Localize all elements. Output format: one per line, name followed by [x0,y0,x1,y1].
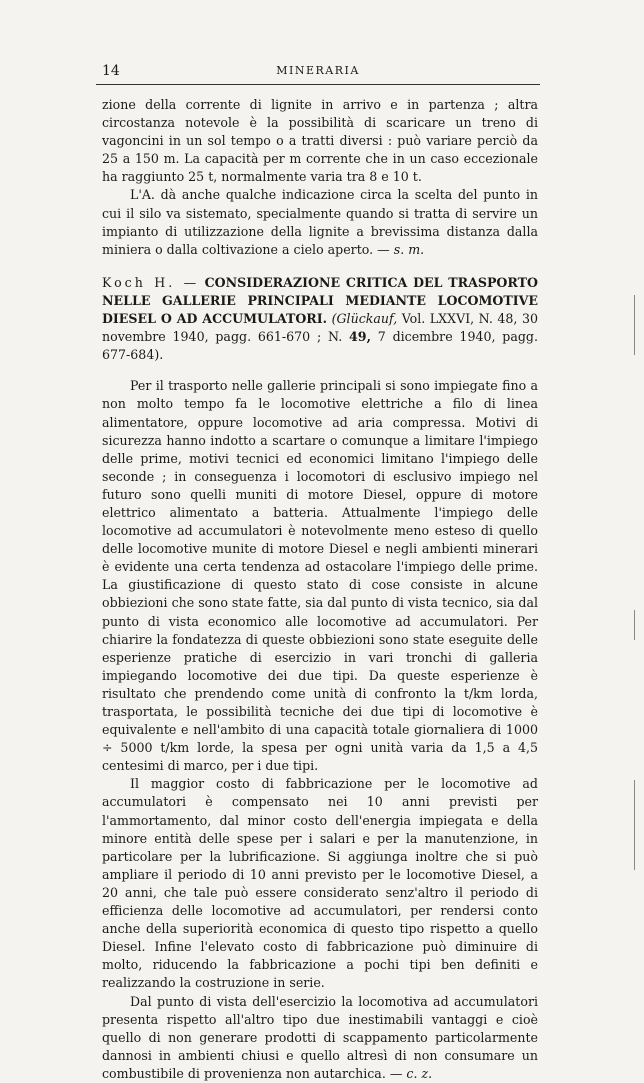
bibliographic-entry [102,274,538,364]
reviewer-signature: c. z. [406,1065,433,1081]
citation-part: 7 dicembre 1940, pagg. 677-684). [102,329,538,363]
scan-edge-mark [634,295,635,355]
paragraph: Dal punto di vista dell'esercizio la locomotiva ad accumulatori presenta rispetto all'altro tipo due inestimabili vantaggi e cioè quello di non generare prodotti di scappamento particolarmente dannosi in ambienti chiusi e quello altresì di non consumare un combustibile di provenienza non autarchica. — c. z. [102,993,538,1081]
running-title: MINERARIA [276,64,360,77]
journal-name: (Glückauf, [331,311,398,327]
page-number: 14 [102,63,120,79]
paragraph: Per il trasporto nelle gallerie principali si sono impiegate fino a non molto tempo fa le locomotive elettriche a filo di linea alimentatore, oppure locomotive ad aria compressa. Motivi di sicurezza hanno indotto a scartare o comunque a limitare l'impiego delle prime, motivi tecnici ed economici limitano l'impiego delle seconde ; in conseguenza i locomotori di esclusivo impiego nel futuro sono quelli muniti di motore Diesel, oppure di motore elettrico alimentato a batteria. Attualmente l'impiego delle locomotive ad accumulatori è notevolmente meno esteso di quello delle locomotive munite di motore Diesel e negli ambienti minerari è evidente una certa tendenza ad ostacolare l'impiego delle prime. La giustificazione di questo stato di cose consiste in alcune obbiezioni che sono state fatte, sia dal punto di vista tecnico, sia dal punto di vista economico alle locomotive ad accumulatori. Per chiarire la fondatezza di queste obbiezioni sono state eseguite delle esperienze pratiche di esercizio in vari tronchi di galleria impiegando locomotive dei due tipi. Da queste esperienze è risultato che prendendo come unità di confronto la t/km lorda, trasportata, le possibilità tecniche dei due tipi di locomotive è equivalente e nell'ambito di una capacità totale giornaliera di 1000 ÷ 5000 t/km lorde, la spesa per ogni unità varia da 1,5 a 4,5 centesimi di marco, per i due tipi. [102,378,538,774]
page-header [96,60,540,85]
citation-part: Vol. LXXVI, N. 48, 30 novembre 1940, pagg. 661-670 ; N. [102,311,538,345]
entry-author: Koch H. — [102,274,200,290]
issue-number: 49, [349,329,371,345]
paragraph: L'A. dà anche qualche indicazione circa la scelta del punto in cui il silo va sistemato, specialmente quando si tratta di servire un impianto di utilizzazione della lignite a brevissima distanza dalla miniera o dalla coltivazione a cielo aperto. — s. m. [102,187,538,257]
entry-title: CONSIDERAZIONE CRITICA DEL TRASPORTO NELLE GALLERIE PRINCIPALI MEDIANTE LOCOMOTIVE DIESEL O AD ACCUMULATORI. [102,274,538,327]
paragraph: Il maggior costo di fabbricazione per le locomotive ad accumulatori è compensato nei 10 anni previsti per l'ammortamento, dal minor costo dell'energia impiegata e della minore entità delle spese per i salari e per la manutenzione, in particolare per la lubrificazione. Si aggiunga inoltre che si può ampliare il periodo di 10 anni previsto per le locomotive Diesel, a 20 anni, che tale può essere considerato senz'altro il periodo di efficienza delle locomotive ad accumulatori, per rendersi conto anche della superiorità economica di questo tipo rispetto a quello Diesel. Infine l'elevato costo di fabbricazione può diminuire di molto, riducendo la fabbricazione a pochi tipi ben definiti e realizzando la costruzione in serie. [102,776,538,991]
article-body [102,96,538,1083]
reviewer-signature: s. m. [393,241,425,257]
paragraph: zione della corrente di lignite in arrivo e in partenza ; altra circostanza notevole è la possibilità di scaricare un treno di vagoncini in un sol tempo o a tratti diversi : può variare perciò da 25 a 150 m. La capacità per m corrente che in un caso eccezionale ha raggiunto 25 t, normalmente varia tra 8 e 10 t. [102,97,538,185]
scan-edge-mark [634,610,635,640]
scan-edge-mark [634,780,635,870]
